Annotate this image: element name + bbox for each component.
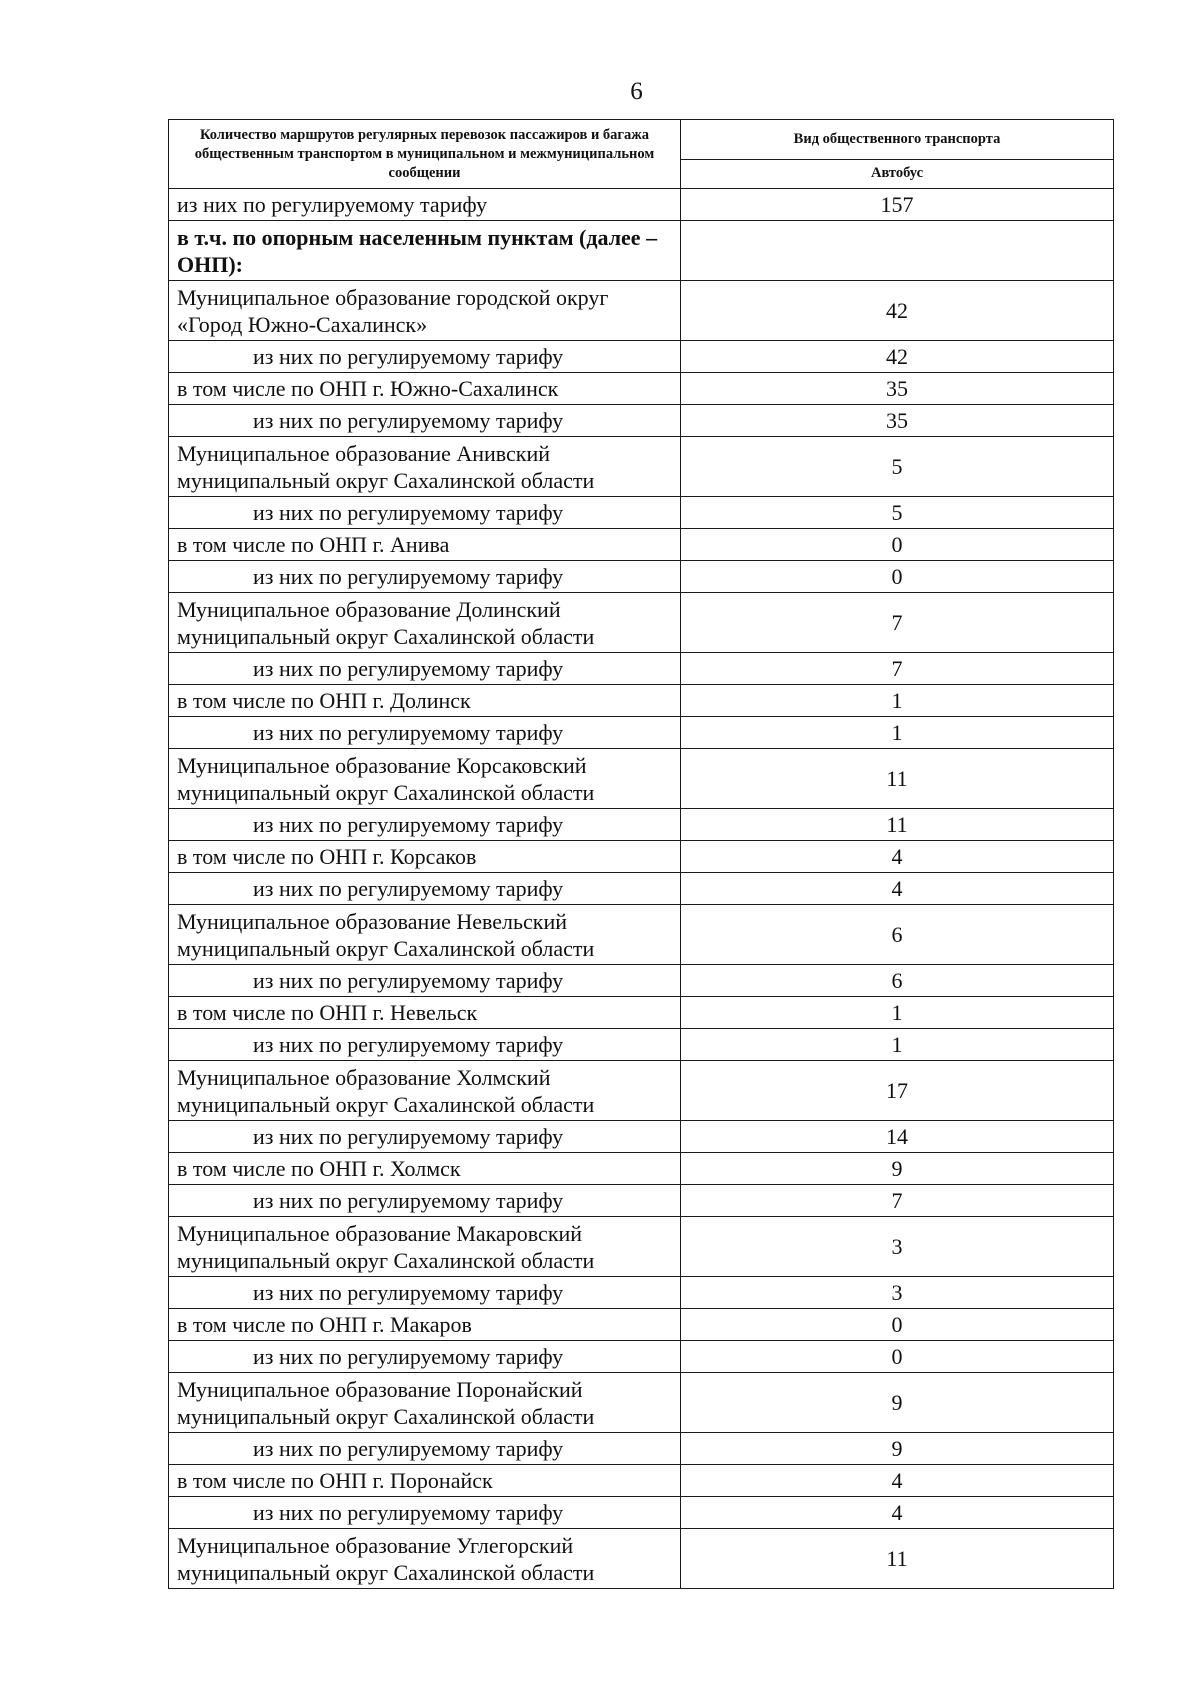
table-row <box>169 561 1114 593</box>
row-value: 1 <box>681 685 1114 717</box>
header-route-count: Количество маршрутов регулярных перевозок пассажиров и багажа общественным транспортом в муниципальном и межмуниципальном сообщении <box>169 120 681 189</box>
table-row <box>169 841 1114 873</box>
row-value: 1 <box>681 1029 1114 1061</box>
row-label: Муниципальное образование городской округ «Город Южно-Сахалинск» <box>169 281 681 341</box>
row-label: из них по регулируемому тарифу <box>169 809 681 841</box>
row-label: из них по регулируемому тарифу <box>169 561 681 593</box>
table-row <box>169 1185 1114 1217</box>
table-row <box>169 809 1114 841</box>
row-label: из них по регулируемому тарифу <box>169 405 681 437</box>
table-row <box>169 221 1114 281</box>
table-row <box>169 997 1114 1029</box>
table-row <box>169 1277 1114 1309</box>
row-label: в том числе по ОНП г. Корсаков <box>169 841 681 873</box>
row-label: из них по регулируемому тарифу <box>169 717 681 749</box>
table-row <box>169 1341 1114 1373</box>
row-value: 3 <box>681 1217 1114 1277</box>
table-row <box>169 405 1114 437</box>
table-row <box>169 373 1114 405</box>
row-label: Муниципальное образование Невельский муниципальный округ Сахалинской области <box>169 905 681 965</box>
table-row <box>169 905 1114 965</box>
row-value: 6 <box>681 905 1114 965</box>
table-row <box>169 1061 1114 1121</box>
row-label: в том числе по ОНП г. Долинск <box>169 685 681 717</box>
row-label: в т.ч. по опорным населенным пунктам (далее – ОНП): <box>169 221 681 281</box>
row-value: 9 <box>681 1433 1114 1465</box>
table-row <box>169 1465 1114 1497</box>
row-value: 14 <box>681 1121 1114 1153</box>
table-row <box>169 1153 1114 1185</box>
row-value <box>681 221 1114 281</box>
row-value: 11 <box>681 809 1114 841</box>
row-value: 11 <box>681 1529 1114 1589</box>
table-row <box>169 593 1114 653</box>
row-label: в том числе по ОНП г. Анива <box>169 529 681 561</box>
table-row <box>169 189 1114 221</box>
row-label: из них по регулируемому тарифу <box>169 1029 681 1061</box>
row-value: 35 <box>681 373 1114 405</box>
row-label: в том числе по ОНП г. Макаров <box>169 1309 681 1341</box>
row-label: Муниципальное образование Макаровский муниципальный округ Сахалинской области <box>169 1217 681 1277</box>
row-label: в том числе по ОНП г. Поронайск <box>169 1465 681 1497</box>
row-label: из них по регулируемому тарифу <box>169 341 681 373</box>
table-row <box>169 529 1114 561</box>
table-row <box>169 1433 1114 1465</box>
row-label: Муниципальное образование Корсаковский муниципальный округ Сахалинской области <box>169 749 681 809</box>
row-label: из них по регулируемому тарифу <box>169 1277 681 1309</box>
table-row <box>169 1121 1114 1153</box>
row-value: 7 <box>681 653 1114 685</box>
row-value: 0 <box>681 561 1114 593</box>
row-value: 35 <box>681 405 1114 437</box>
table-row <box>169 1373 1114 1433</box>
table-row <box>169 1529 1114 1589</box>
table-row <box>169 965 1114 997</box>
header-transport-type: Вид общественного транспорта <box>681 120 1114 160</box>
table-row <box>169 341 1114 373</box>
routes-table <box>168 119 1114 1589</box>
row-value: 4 <box>681 1497 1114 1529</box>
row-value: 3 <box>681 1277 1114 1309</box>
row-label: из них по регулируемому тарифу <box>169 873 681 905</box>
table-row <box>169 281 1114 341</box>
row-value: 0 <box>681 529 1114 561</box>
row-value: 157 <box>681 189 1114 221</box>
row-value: 1 <box>681 717 1114 749</box>
table-row <box>169 497 1114 529</box>
row-label: из них по регулируемому тарифу <box>169 653 681 685</box>
table-row <box>169 1217 1114 1277</box>
row-value: 4 <box>681 841 1114 873</box>
table-row <box>169 1309 1114 1341</box>
row-value: 11 <box>681 749 1114 809</box>
row-label: в том числе по ОНП г. Южно-Сахалинск <box>169 373 681 405</box>
row-value: 4 <box>681 1465 1114 1497</box>
table-header-row <box>169 120 1114 160</box>
row-label: Муниципальное образование Анивский муниципальный округ Сахалинской области <box>169 437 681 497</box>
row-value: 4 <box>681 873 1114 905</box>
table-row <box>169 1497 1114 1529</box>
table-row <box>169 749 1114 809</box>
row-label: из них по регулируемому тарифу <box>169 1121 681 1153</box>
row-label: из них по регулируемому тарифу <box>169 1185 681 1217</box>
row-value: 0 <box>681 1341 1114 1373</box>
table-row <box>169 873 1114 905</box>
row-value: 17 <box>681 1061 1114 1121</box>
row-label: из них по регулируемому тарифу <box>169 1433 681 1465</box>
table-row <box>169 1029 1114 1061</box>
table-row <box>169 717 1114 749</box>
row-label: в том числе по ОНП г. Холмск <box>169 1153 681 1185</box>
row-value: 9 <box>681 1153 1114 1185</box>
row-value: 5 <box>681 497 1114 529</box>
table-row <box>169 653 1114 685</box>
row-label: Муниципальное образование Углегорский муниципальный округ Сахалинской области <box>169 1529 681 1589</box>
row-value: 7 <box>681 1185 1114 1217</box>
table-row <box>169 437 1114 497</box>
row-value: 7 <box>681 593 1114 653</box>
row-label: из них по регулируемому тарифу <box>169 497 681 529</box>
table-row <box>169 685 1114 717</box>
row-value: 6 <box>681 965 1114 997</box>
row-value: 0 <box>681 1309 1114 1341</box>
row-value: 42 <box>681 281 1114 341</box>
row-label: в том числе по ОНП г. Невельск <box>169 997 681 1029</box>
page-number: 6 <box>630 78 643 105</box>
row-label: из них по регулируемому тарифу <box>169 1497 681 1529</box>
row-value: 9 <box>681 1373 1114 1433</box>
row-label: Муниципальное образование Долинский муниципальный округ Сахалинской области <box>169 593 681 653</box>
row-value: 1 <box>681 997 1114 1029</box>
row-label: Муниципальное образование Поронайский муниципальный округ Сахалинской области <box>169 1373 681 1433</box>
row-value: 42 <box>681 341 1114 373</box>
row-label: из них по регулируемому тарифу <box>169 965 681 997</box>
header-bus: Автобус <box>681 159 1114 188</box>
row-label: из них по регулируемому тарифу <box>169 189 681 221</box>
row-value: 5 <box>681 437 1114 497</box>
row-label: Муниципальное образование Холмский муниципальный округ Сахалинской области <box>169 1061 681 1121</box>
row-label: из них по регулируемому тарифу <box>169 1341 681 1373</box>
